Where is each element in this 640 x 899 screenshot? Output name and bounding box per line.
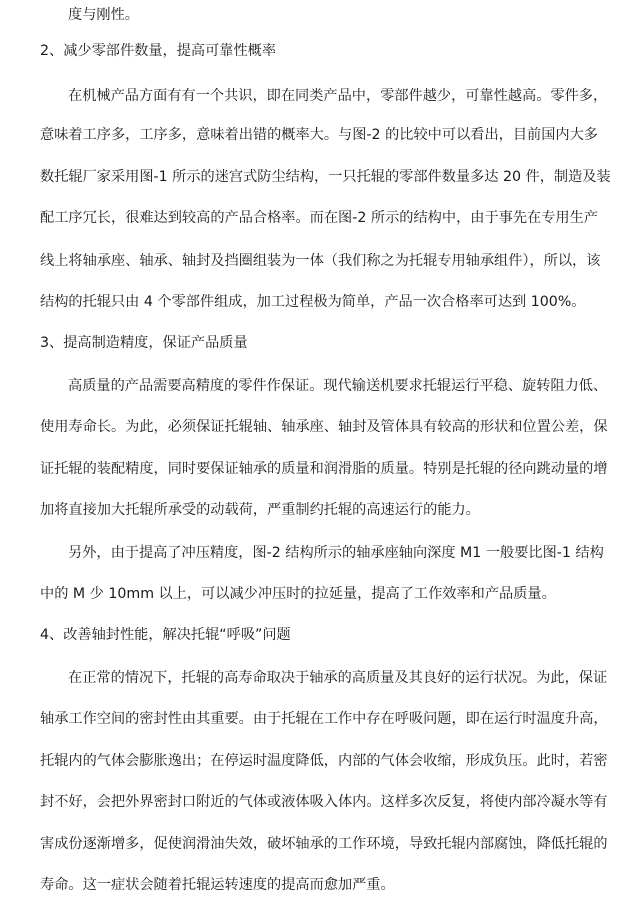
paragraph-line: 寿命。这一症状会随着托辊运转速度的提高而愈加严重。: [40, 877, 395, 893]
paragraph-line: 托辊内的气体会膨胀逸出；在停运时温度降低，内部的气体会收缩，形成负压。此时，若密: [40, 753, 608, 769]
paragraph-line: 中的 M 少 10mm 以上，可以减少冲压时的拉延量，提高了工作效率和产品质量。: [40, 586, 556, 602]
section-heading-3: 3、提高制造精度，保证产品质量: [40, 335, 248, 351]
paragraph-line: 封不好，会把外界密封口附近的气体或液体吸入体内。这样多次反复，将使内部冷凝水等有: [40, 794, 608, 810]
paragraph-line: 在机械产品方面有有一个共识，即在同类产品中，零部件越少，可靠性越高。零件多，: [68, 88, 608, 104]
section-heading-4: 4、改善轴封性能，解决托辊“呼吸”问题: [40, 627, 291, 643]
text-line: 度与刚性。: [68, 7, 139, 23]
paragraph-line: 使用寿命长。为此，必须保证托辊轴、轴承座、轴封及管体具有较高的形状和位置公差，保: [40, 419, 608, 435]
paragraph-line: 证托辊的装配精度，同时要保证轴承的质量和润滑脂的质量。特别是托辊的径向跳动量的增: [40, 461, 608, 477]
paragraph-line: 在正常的情况下，托辊的高寿命取决于轴承的高质量及其良好的运行状况。为此，保证: [68, 670, 608, 686]
paragraph-line: 结构的托辊只由 4 个零部件组成，加工过程极为简单，产品一次合格率可达到 100%。: [40, 294, 586, 310]
section-heading-2: 2、减少零部件数量，提高可靠性概率: [40, 43, 277, 59]
paragraph-line: 高质量的产品需要高精度的零件作保证。现代输送机要求托辊运行平稳、旋转阻力低、: [68, 378, 608, 394]
paragraph-line: 加将直接加大托辊所承受的动载荷，严重制约托辊的高速运行的能力。: [40, 502, 480, 518]
paragraph-line: 意味着工序多，工序多，意味着出错的概率大。与图-2 的比较中可以看出，目前国内大多: [40, 127, 598, 143]
paragraph-line: 数托辊厂家采用图-1 所示的迷宫式防尘结构，一只托辊的零部件数量多达 20 件，制造及装: [40, 169, 611, 185]
paragraph-line: 另外，由于提高了冲压精度，图-2 结构所示的轴承座轴向深度 M1 一般要比图-1 结构: [68, 545, 604, 561]
paragraph-line: 线上将轴承座、轴承、轴封及挡圈组装为一体（我们称之为托辊专用轴承组件），所以，该: [40, 253, 601, 269]
paragraph-line: 害成份逐渐增多，促使润滑油失效，破坏轴承的工作环境，导致托辊内部腐蚀，降低托辊的: [40, 836, 608, 852]
paragraph-line: 轴承工作空间的密封性由其重要。由于托辊在工作中存在呼吸问题，即在运行时温度升高，: [40, 711, 608, 727]
paragraph-line: 配工序冗长，很难达到较高的产品合格率。而在图-2 所示的结构中，由于事先在专用生产: [40, 210, 598, 226]
